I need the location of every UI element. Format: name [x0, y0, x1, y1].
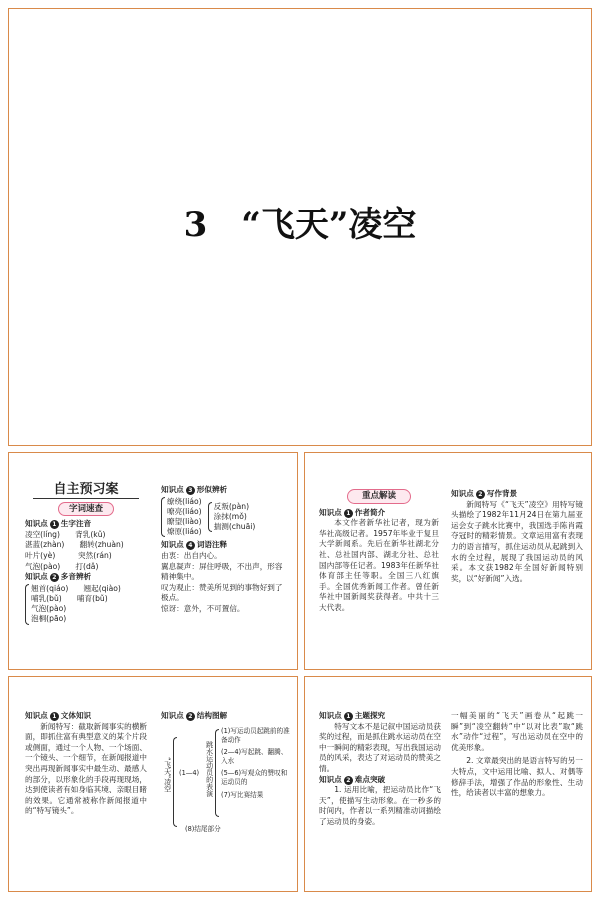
genre-structure-slide [8, 676, 298, 892]
preview-right-column [161, 485, 289, 615]
difficulty-text: 1. 运用比喻，把运动员比作“飞天”，使描写生动形象。在一秒多的时间内，作者以一系列精准动词描绘了运动员的身姿。 [319, 785, 441, 826]
preview-slide [8, 452, 298, 670]
continued-text-1: 一幅美丽的“飞天”画卷从“起跳一瞬”到“凌空翻转”中“以对比表”取“跳水”动作“过程”，写出运动员在空中的优美形象。 [451, 711, 583, 752]
difficulty-continued-column [451, 711, 583, 799]
theme-text: 特写文本不是记叙中国运动员获奖的过程，而是抓住跳水运动员在空中一瞬间的精彩表现，写出我国运动员的风采，表达了对运动员的赞美之情。 [319, 721, 441, 773]
key-reading-slide [304, 452, 592, 670]
kp4-heading: 知识点 4 词语注释 [161, 540, 228, 550]
theme-column [319, 711, 441, 828]
struct-items: (1)写运动员起跳前的准备动作 (2—4)写起跳、翻腾、入水 (5—6)写观众的赞叹和运动员的 (7)写比赛结果 [221, 727, 290, 799]
genre-column [25, 711, 147, 817]
preview-banner: 自主预习案 [33, 485, 139, 499]
theme-heading: 知识点 1 主题探究 [319, 711, 386, 720]
kp1-lines: 凌空(líng) 背乳(kǔ) 湛蓝(zhàn) 翻转(zhuàn) 叶片(yè) 突然(rán) 气泡(pào) 打(dǎ) [25, 529, 124, 571]
key-reading-left-column [319, 489, 439, 614]
preview-left-column [25, 483, 147, 626]
author-text: 本文作者新华社记者，现为新华社高级记者。1957年毕业于复旦大学新闻系。先后在新华社湖北分社、总社国内部、湖北分社、总社国内部等任记者。1983年任新华社体育部主任等职。全国三八红旗手。全国优秀新闻工作者。曾任新华社中国新闻奖获得者。中共十三大代表。 [319, 518, 439, 612]
genre-heading: 知识点 1 文体知识 [25, 711, 92, 720]
key-reading-label: 重点解读 [319, 489, 439, 504]
lesson-title: 3 “飞天”凌空 [183, 205, 417, 245]
word-check-label: 字词速查 [25, 502, 147, 517]
structure-diagram [163, 727, 293, 837]
kp3-lines: 缭绕(liáo) 嘹亮(liáo) 瞭望(liào) 燎原(liáo) 反叛(pàn) 涂抹(mǒ) 揣测(chuāi) [161, 496, 289, 539]
struct-mid-a: (1—4) [179, 769, 200, 777]
background-text: 新闻特写《“飞天”凌空》用特写镜头描绘了1982年11月24日在第九届亚运会女子跳水比赛中，我国选手陈肖霞夺冠时的精彩情景。文章运用富有表现力的语言描写，抓住运动员从起跳到入水的全过程，展现了我国运动员的风采。本文获1982年全国好新闻特别奖，以“好新闻”入选。 [451, 499, 583, 583]
kp4-lines: 由衷：出自内心。 翼息凝声：屏住呼吸，不出声，形容精神集中。 叹为观止：赞美所见到的事物好到了极点。 惊讶：意外，不可置信。 [161, 551, 283, 613]
kp1-heading: 知识点 1 生字注音 [25, 519, 92, 529]
continued-text-2: 2. 文章最突出的是语言特写的另一大特点，文中运用比喻、拟人、对偶等修辞手法，增强了作品的形象性、生动性，给读者以丰富的想象力。 [451, 756, 583, 798]
struct-bottom: (8)结尾部分 [185, 825, 221, 833]
struct-mid-b: 跳水运动员的表演 [205, 741, 214, 797]
structure-column [161, 711, 291, 722]
theme-difficulty-slide [304, 676, 592, 892]
key-reading-right-column [451, 489, 583, 584]
kp3-heading: 知识点 3 形似辨析 [161, 485, 228, 494]
background-heading: 知识点 2 写作背景 [451, 489, 518, 498]
title-slide [8, 8, 592, 446]
kp2-heading: 知识点 2 多音辨析 [25, 572, 92, 582]
struct-root: “飞天”凌空 [163, 757, 172, 793]
difficulty-heading: 知识点 2 难点突破 [319, 774, 386, 784]
kp2-lines: 翘首(qiáo) 翘起(qiào) 哺乳(bǔ) 哺育(bǔ) 气泡(pào) 泡桐(pāo) [25, 584, 147, 625]
structure-heading: 知识点 2 结构图解 [161, 711, 228, 720]
author-heading: 知识点 1 作者简介 [319, 507, 386, 517]
genre-text: 新闻特写：截取新闻事实的横断面，即抓住富有典型意义的某个片段或侧面，通过一个人物、一个场面、一个镜头、一个细节，在新闻报道中突出再现新闻事实中最生动、最感人的部分，以形象化的手段再现现场，达到使读者有如身临其境、亲眼目睹的效果。它通常被称作新闻报道中的“特写镜头”。 [25, 721, 147, 816]
